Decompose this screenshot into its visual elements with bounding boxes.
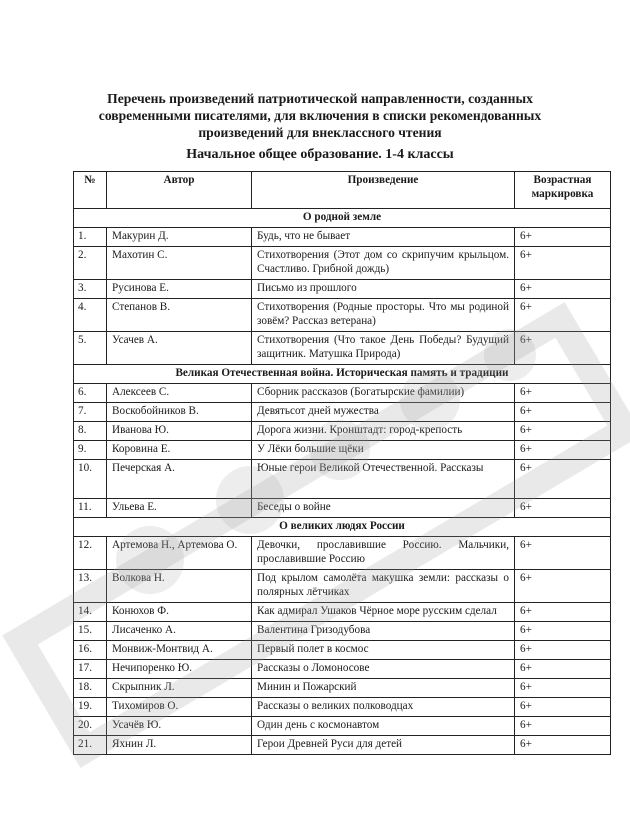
cell-author: Артемова Н., Артемова О.	[107, 537, 252, 570]
cell-work: Будь, что не бывает	[252, 228, 515, 247]
cell-age: 6+	[515, 641, 611, 660]
header-author: Автор	[107, 172, 252, 209]
cell-age: 6+	[515, 403, 611, 422]
cell-author: Макурин Д.	[107, 228, 252, 247]
cell-work: Под крылом самолёта макушка земли: рассказы о полярных лётчиках	[252, 570, 515, 603]
cell-author: Печерская А.	[107, 460, 252, 499]
cell-work: Валентина Гризодубова	[252, 622, 515, 641]
cell-num: 17.	[74, 660, 107, 679]
cell-work: Девочки, прославившие Россию. Мальчики, прославившие Россию	[252, 537, 515, 570]
cell-author: Русинова Е.	[107, 280, 252, 299]
cell-work: Первый полет в космос	[252, 641, 515, 660]
table-row	[74, 280, 611, 299]
cell-age: 6+	[515, 299, 611, 332]
cell-work: Юные герои Великой Отечественной. Рассказы	[252, 460, 515, 499]
cell-age: 6+	[515, 537, 611, 570]
cell-age: 6+	[515, 332, 611, 365]
cell-author: Алексеев С.	[107, 384, 252, 403]
cell-age: 6+	[515, 570, 611, 603]
table-row	[74, 441, 611, 460]
cell-num: 12.	[74, 537, 107, 570]
cell-author: Нечипоренко Ю.	[107, 660, 252, 679]
cell-work: У Лёки большие щёки	[252, 441, 515, 460]
cell-num: 13.	[74, 570, 107, 603]
header-age: Возрастная маркировка	[515, 172, 611, 209]
cell-author: Степанов В.	[107, 299, 252, 332]
table-row	[74, 603, 611, 622]
table-row	[74, 660, 611, 679]
cell-author: Скрыпник Л.	[107, 679, 252, 698]
cell-author: Усачев А.	[107, 332, 252, 365]
cell-num: 7.	[74, 403, 107, 422]
works-table	[73, 171, 611, 755]
cell-age: 6+	[515, 228, 611, 247]
cell-age: 6+	[515, 717, 611, 736]
cell-num: 20.	[74, 717, 107, 736]
section-title: О великих людях России	[74, 518, 611, 537]
cell-num: 14.	[74, 603, 107, 622]
cell-age: 6+	[515, 736, 611, 755]
cell-num: 15.	[74, 622, 107, 641]
cell-work: Как адмирал Ушаков Чёрное море русским сделал	[252, 603, 515, 622]
cell-work: Герои Древней Руси для детей	[252, 736, 515, 755]
section-row	[74, 518, 611, 537]
cell-author: Иванова Ю.	[107, 422, 252, 441]
cell-author: Волкова Н.	[107, 570, 252, 603]
table-row	[74, 384, 611, 403]
cell-age: 6+	[515, 441, 611, 460]
cell-age: 6+	[515, 603, 611, 622]
cell-num: 2.	[74, 247, 107, 280]
cell-work: Девятьсот дней мужества	[252, 403, 515, 422]
cell-work: Минин и Пожарский	[252, 679, 515, 698]
document-subtitle: Начальное общее образование. 1-4 классы	[186, 147, 454, 162]
table-row	[74, 299, 611, 332]
title-line: современными писателями, для включения в списки рекомендованных	[98, 108, 542, 123]
cell-num: 11.	[74, 499, 107, 518]
cell-num: 8.	[74, 422, 107, 441]
cell-age: 6+	[515, 698, 611, 717]
cell-num: 10.	[74, 460, 107, 499]
table-row	[74, 460, 611, 499]
cell-num: 6.	[74, 384, 107, 403]
table-row	[74, 422, 611, 441]
cell-age: 6+	[515, 679, 611, 698]
cell-num: 18.	[74, 679, 107, 698]
cell-age: 6+	[515, 280, 611, 299]
cell-age: 6+	[515, 622, 611, 641]
cell-author: Лисаченко А.	[107, 622, 252, 641]
table-row	[74, 736, 611, 755]
cell-work: Рассказы о Ломоносове	[252, 660, 515, 679]
table-header-row	[74, 172, 611, 209]
header-num: №	[74, 172, 107, 209]
cell-author: Тихомиров О.	[107, 698, 252, 717]
cell-work: Один день с космонавтом	[252, 717, 515, 736]
cell-age: 6+	[515, 384, 611, 403]
cell-work: Стихотворения (Этот дом со скрипучим крыльцом. Счастливо. Грибной дождь)	[252, 247, 515, 280]
table-row	[74, 679, 611, 698]
section-title: Великая Отечественная война. Историческая память и традиции	[74, 365, 611, 384]
cell-work: Беседы о войне	[252, 499, 515, 518]
cell-author: Ульева Е.	[107, 499, 252, 518]
table-row	[74, 403, 611, 422]
cell-author: Конюхов Ф.	[107, 603, 252, 622]
cell-num: 9.	[74, 441, 107, 460]
table-row	[74, 570, 611, 603]
cell-num: 5.	[74, 332, 107, 365]
cell-author: Воскобойников В.	[107, 403, 252, 422]
section-row	[74, 209, 611, 228]
cell-age: 6+	[515, 499, 611, 518]
cell-age: 6+	[515, 660, 611, 679]
table-row	[74, 499, 611, 518]
cell-num: 19.	[74, 698, 107, 717]
table-row	[74, 228, 611, 247]
section-row	[74, 365, 611, 384]
table-row	[74, 698, 611, 717]
table-row	[74, 717, 611, 736]
cell-num: 1.	[74, 228, 107, 247]
cell-num: 3.	[74, 280, 107, 299]
cell-author: Яхнин Л.	[107, 736, 252, 755]
table-row	[74, 641, 611, 660]
cell-author: Махотин С.	[107, 247, 252, 280]
table-row	[74, 537, 611, 570]
cell-num: 21.	[74, 736, 107, 755]
header-work: Произведение	[252, 172, 515, 209]
document-title	[40, 90, 600, 141]
title-line: Перечень произведений патриотической направленности, созданных	[107, 91, 533, 106]
cell-work: Сборник рассказов (Богатырские фамилии)	[252, 384, 515, 403]
cell-work: Рассказы о великих полководцах	[252, 698, 515, 717]
cell-age: 6+	[515, 422, 611, 441]
cell-work: Стихотворения (Родные просторы. Что мы родиной зовём? Рассказ ветерана)	[252, 299, 515, 332]
table-row	[74, 247, 611, 280]
title-line: произведений для внеклассного чтения	[198, 125, 442, 140]
cell-work: Письмо из прошлого	[252, 280, 515, 299]
cell-author: Монвиж-Монтвид А.	[107, 641, 252, 660]
cell-age: 6+	[515, 460, 611, 499]
cell-work: Дорога жизни. Кронштадт: город-крепость	[252, 422, 515, 441]
table-row	[74, 622, 611, 641]
cell-author: Коровина Е.	[107, 441, 252, 460]
cell-author: Усачёв Ю.	[107, 717, 252, 736]
section-title: О родной земле	[74, 209, 611, 228]
table-row	[74, 332, 611, 365]
cell-num: 16.	[74, 641, 107, 660]
cell-work: Стихотворения (Что такое День Победы? Будущий защитник. Матушка Природа)	[252, 332, 515, 365]
cell-age: 6+	[515, 247, 611, 280]
cell-num: 4.	[74, 299, 107, 332]
